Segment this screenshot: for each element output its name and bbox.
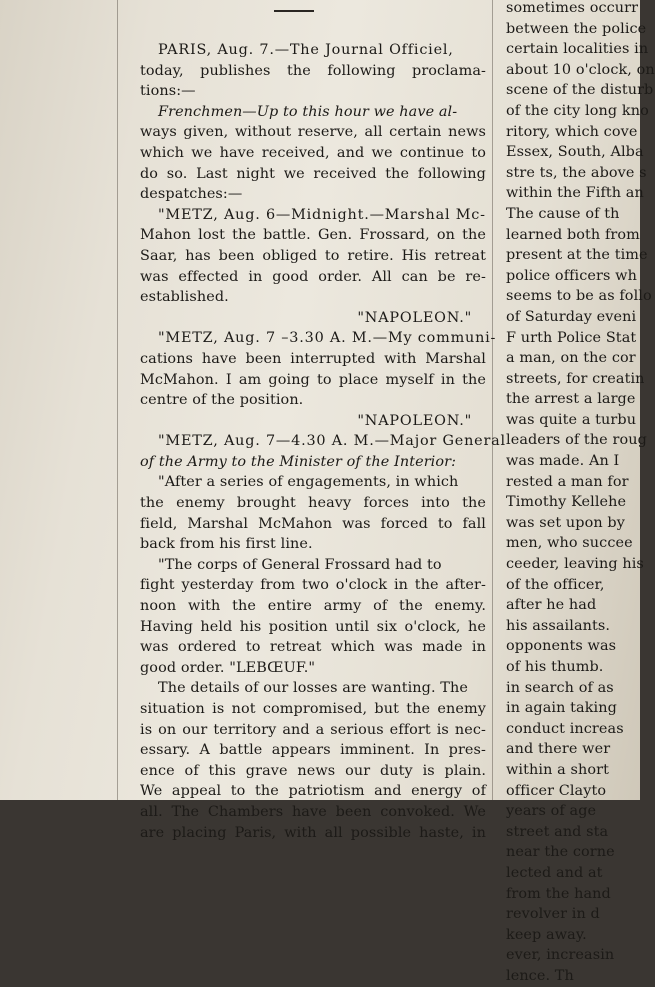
article-line: do so. Last night we received the following — [140, 165, 486, 182]
right-column-line: The cause of th — [506, 205, 620, 222]
right-column-line: men, who succee — [506, 535, 633, 552]
article-line: "METZ, Aug. 7 –3.30 A. M.—My communi- — [158, 330, 497, 347]
article-line: situation is not compromised, but the enemy — [140, 701, 486, 717]
article-line: "The corps of General Frossard had to — [158, 556, 442, 573]
right-column-line: leaders of the roug — [506, 432, 647, 449]
right-column-line: Essex, South, Alba — [506, 144, 644, 161]
right-column-line: ceeder, leaving his — [506, 556, 644, 573]
right-column-line: street and sta — [506, 823, 609, 840]
article-line: essary. A battle appears imminent. In pres- — [140, 742, 486, 759]
right-column-line: police officers wh — [506, 267, 637, 284]
article-line: today, publishes the following proclama- — [140, 62, 486, 79]
article-line: Frenchmen—Up to this hour we have al- — [158, 103, 458, 120]
right-column-line: stre ts, the above s — [506, 164, 647, 181]
right-column-line: of Saturday eveni — [506, 308, 637, 325]
right-column-line: sometimes occurr — [506, 0, 639, 16]
right-column-line: and there wer — [506, 741, 611, 758]
section-dash — [274, 10, 314, 12]
article-line: centre of the position. — [140, 392, 304, 409]
right-column-line: was quite a turbu — [506, 411, 637, 428]
right-column-line: Timothy Kellehe — [506, 494, 627, 511]
article-line: fight yesterday from two o'clock in the after- — [140, 577, 486, 594]
article-line: Having held his position until six o'clock, he — [140, 618, 486, 635]
article-line: field, Marshal McMahon was forced to fall — [140, 515, 486, 532]
article-line: "NAPOLEON." — [357, 309, 472, 326]
right-column-line: streets, for creatin — [506, 370, 645, 387]
column-rule-left — [117, 0, 118, 800]
right-column-line: ritory, which cove — [506, 123, 638, 140]
right-column-line: scene of the disturb — [506, 82, 654, 99]
article-line: is on our territory and a serious effort is nec- — [140, 721, 486, 738]
article-line: established. — [140, 289, 229, 306]
right-column-line: certain localities in — [506, 41, 649, 58]
right-column-line: keep away. — [506, 926, 587, 943]
right-column-line: present at the time — [506, 247, 648, 264]
article-line: was effected in good order. All can be re- — [140, 268, 486, 285]
right-column-line: was made. An I — [506, 453, 620, 470]
right-column-line: lence. Th — [506, 967, 574, 984]
right-column-line: was set upon by — [506, 514, 625, 531]
right-column-line: opponents was — [506, 638, 617, 655]
right-column-line: F urth Police Stat — [506, 329, 637, 346]
article-line: despatches:— — [140, 186, 243, 203]
article-line: all. The Chambers have been convoked. We — [140, 803, 486, 820]
article-line: ence of this grave news our duty is plain. — [140, 762, 486, 779]
article-line: McMahon. I am going to place myself in the — [140, 371, 486, 388]
article-line: noon with the entire army of the enemy. — [140, 598, 486, 615]
right-column-line: rested a man for — [506, 473, 629, 490]
article-line: of the Army to the Minister of the Interior: — [140, 453, 457, 470]
article-line: ways given, without reserve, all certain news — [140, 124, 486, 141]
article-line: We appeal to the patriotism and energy of — [140, 783, 486, 800]
right-column-line: between the police — [506, 20, 647, 37]
right-column-text — [498, 0, 655, 987]
article-line: which we have received, and we continue to — [140, 144, 486, 161]
article-line: "METZ, Aug. 7—4.30 A. M.—Major General — [158, 433, 506, 450]
article-line: back from his first line. — [140, 536, 313, 553]
article-line: the enemy brought heavy forces into the — [140, 495, 486, 512]
right-column-line: in search of as — [506, 679, 614, 696]
article-line: good order. "LEBŒUF." — [140, 659, 316, 676]
right-column-line: about 10 o'clock, on — [506, 61, 655, 78]
right-column-line: within the Fifth an — [506, 185, 644, 202]
right-column-line: years of age — [506, 803, 597, 820]
right-column-line: in again taking — [506, 700, 617, 717]
right-column-line: of his thumb. — [506, 659, 604, 675]
right-column-line: within a short — [506, 761, 609, 778]
middle-column — [124, 0, 506, 841]
right-column-line: after he had — [506, 597, 597, 614]
right-column-line: learned both from — [506, 226, 640, 243]
right-column-line: his assailants. — [506, 617, 611, 634]
right-column-line: from the hand — [506, 885, 611, 902]
article-line: "After a series of engagements, in which — [158, 474, 459, 491]
right-column-line: of the officer, — [506, 576, 605, 593]
right-column-line: of the city long kno — [506, 102, 649, 119]
right-column-line: seems to be as follo — [506, 288, 652, 305]
right-column-line: ever, increasin — [506, 947, 615, 964]
article-line: PARIS, Aug. 7.—The Journal Officiel, — [158, 42, 454, 58]
article-line: cations have been interrupted with Marshal — [140, 350, 486, 367]
right-column-line: a man, on the cor — [506, 350, 636, 367]
article-line: tions:— — [140, 83, 196, 100]
right-column-line: near the corne — [506, 844, 615, 861]
right-column-line: lected and at — [506, 864, 603, 881]
right-column-line: conduct increas — [506, 720, 624, 737]
article-line: was ordered to retreat which was made in — [140, 639, 486, 656]
paris-dispatch-article — [124, 40, 506, 843]
right-column-line: officer Clayto — [506, 782, 607, 799]
article-line: Saar, has been obliged to retire. His retreat — [140, 247, 486, 264]
right-column-line: the arrest a large — [506, 391, 636, 408]
article-line: "NAPOLEON." — [357, 412, 472, 429]
article-line: "METZ, Aug. 6—Midnight.—Marshal Mc- — [158, 206, 486, 223]
article-line: Mahon lost the battle. Gen. Frossard, on the — [140, 227, 486, 244]
article-line: The details of our losses are wanting. The — [158, 680, 468, 697]
right-column — [498, 0, 655, 984]
column-rule-right — [492, 0, 493, 800]
article-line: are placing Paris, with all possible haste, in — [140, 824, 486, 841]
right-column-line: revolver in d — [506, 906, 600, 923]
